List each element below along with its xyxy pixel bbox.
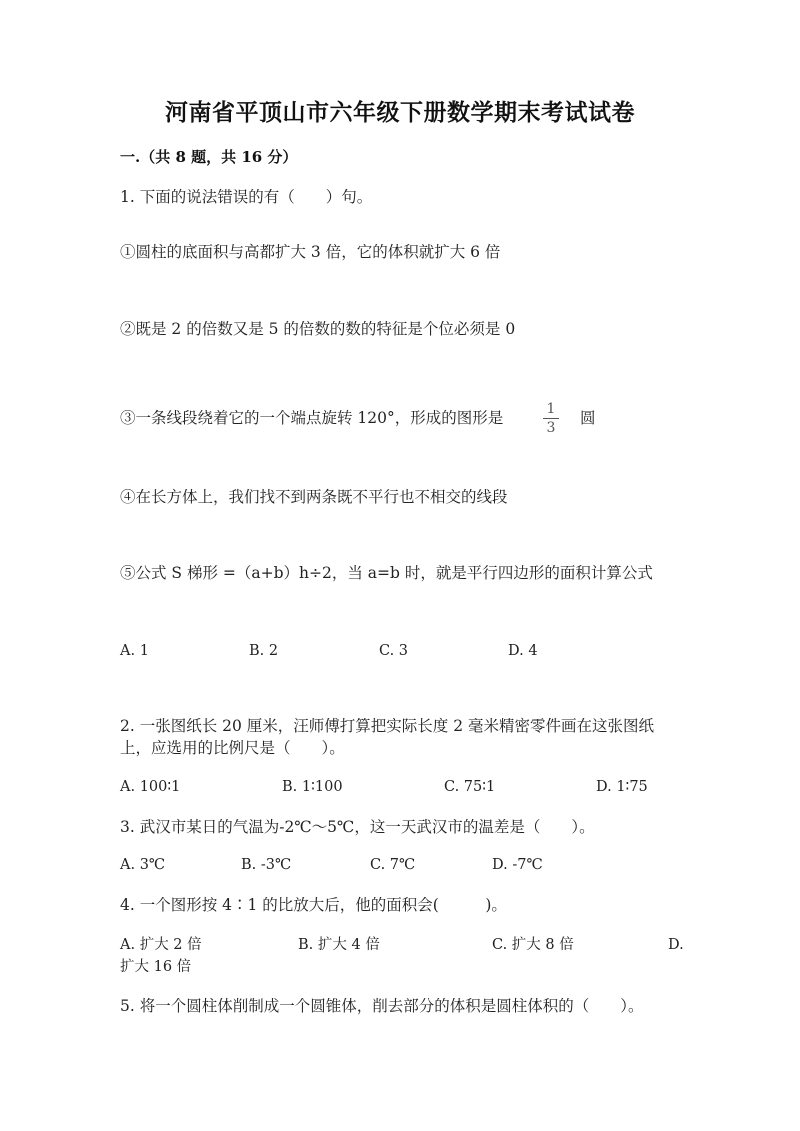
question-1-statement-3 [120,411,503,427]
fraction-bar [543,418,559,419]
fraction-one-third [543,402,559,435]
page-title: 河南省平顶山市六年级下册数学期末考试试卷 [165,99,635,126]
question-2-stem-line-2: 上，应选用的比例尺是（ ）。 [120,739,345,757]
question-1-option-d[interactable]: D. 4 [508,643,538,659]
question-2-stem-line-1: 2. 一张图纸长 20 厘米，汪师傅打算把实际长度 2 毫米精密零件画在这张图纸 [120,717,655,735]
section-heading: 一.（共 8 题，共 16 分） [120,148,298,166]
question-3-option-c[interactable]: C. 7℃ [370,857,416,873]
question-1-statement-4: ④在长方体上，我们找不到两条既不平行也不相交的线段 [120,488,508,506]
question-1-option-c[interactable]: C. 3 [379,643,409,659]
fraction-denominator: 3 [546,420,556,436]
question-1-option-b[interactable]: B. 2 [249,643,279,659]
question-2-option-a[interactable]: A. 100∶1 [120,779,181,795]
question-1-statement-5: ⑤公式 S 梯形 =（a+b）h÷2，当 a=b 时，就是平行四边形的面积计算公式 [120,564,653,582]
question-4-option-c[interactable]: C. 扩大 8 倍 [492,937,574,953]
statement-3-suffix: 圆 [580,409,596,427]
question-1-stem: 1. 下面的说法错误的有（ ）句。 [120,188,373,206]
question-4-option-a[interactable]: A. 扩大 2 倍 [120,937,202,953]
question-4-option-d-text[interactable]: 扩大 16 倍 [120,959,192,975]
question-2-option-c[interactable]: C. 75∶1 [444,779,496,795]
question-1-statement-1: ①圆柱的底面积与高都扩大 3 倍，它的体积就扩大 6 倍 [120,243,501,261]
question-2-option-d[interactable]: D. 1∶75 [596,779,648,795]
question-3-option-a[interactable]: A. 3℃ [120,857,166,873]
question-4-option-d[interactable]: D. [668,937,684,953]
fraction-numerator: 1 [546,401,556,417]
question-4-stem: 4. 一个图形按 4∶1 的比放大后，他的面积会( )。 [120,896,507,914]
question-3-option-b[interactable]: B. -3℃ [241,857,292,873]
question-3-stem: 3. 武汉市某日的气温为-2℃～5℃，这一天武汉市的温差是（ ）。 [120,818,595,836]
question-4-option-b[interactable]: B. 扩大 4 倍 [298,937,380,953]
question-1-option-a[interactable]: A. 1 [120,643,149,659]
question-2-option-b[interactable]: B. 1∶100 [282,779,343,795]
statement-3-text: ③一条线段绕着它的一个端点旋转 120°，形成的图形是 [120,409,504,427]
question-1-statement-2: ②既是 2 的倍数又是 5 的倍数的数的特征是个位必须是 0 [120,320,516,338]
question-5-stem: 5. 将一个圆柱体削制成一个圆锥体，削去部分的体积是圆柱体积的（ ）。 [120,997,644,1015]
question-3-option-d[interactable]: D. -7℃ [492,857,543,873]
